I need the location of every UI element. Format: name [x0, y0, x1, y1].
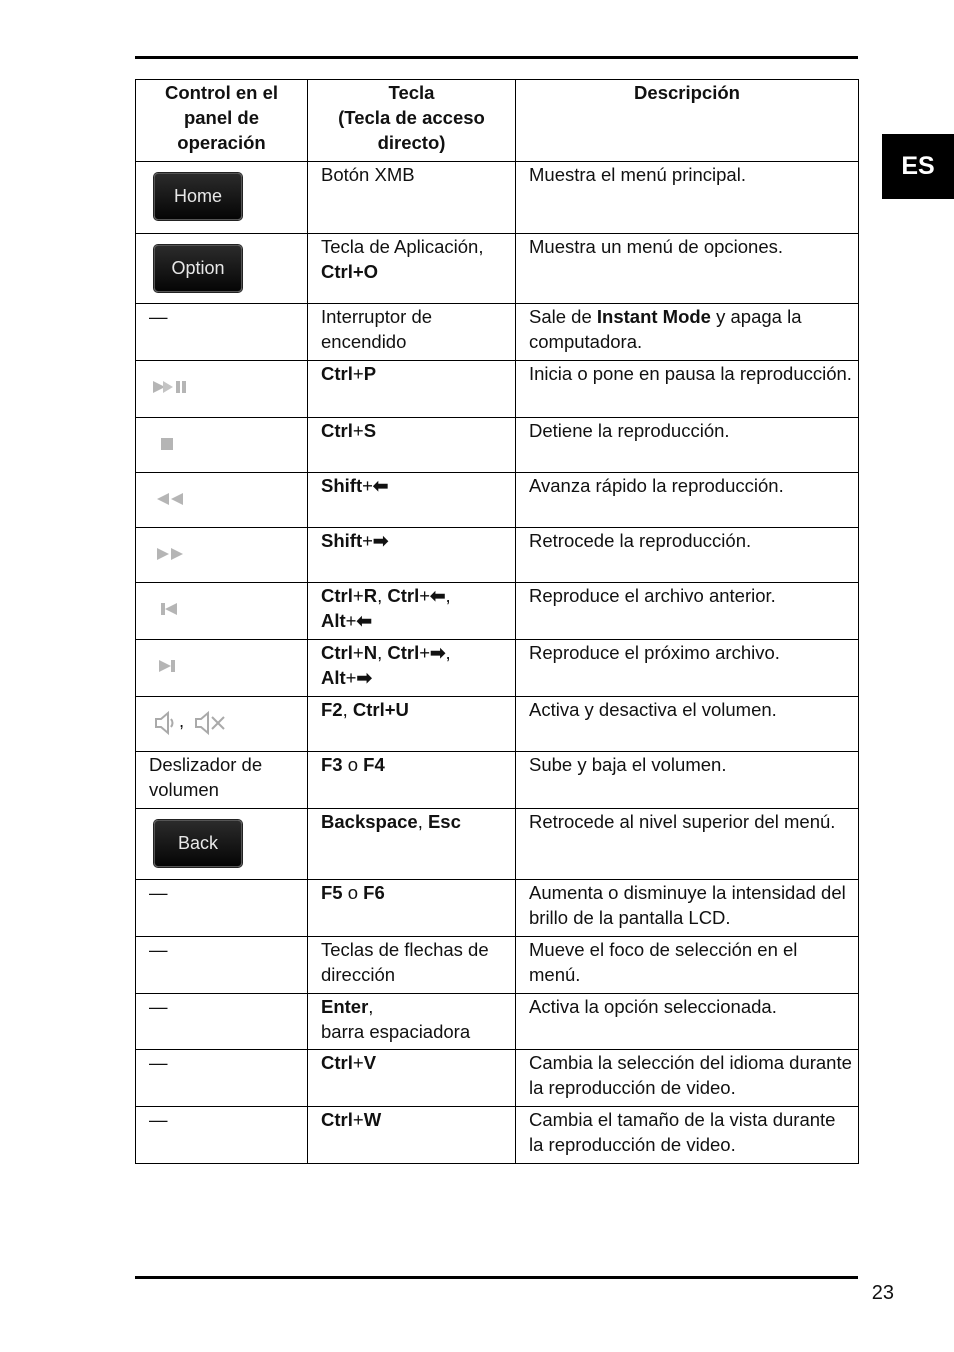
table-header-row — [136, 80, 859, 162]
description-cell: Muestra el menú principal. — [516, 162, 859, 234]
left-arrow-icon: ⬅ — [356, 610, 372, 631]
key-cell: Shift+➡ — [308, 528, 516, 583]
key-cell: F2, Ctrl+U — [308, 697, 516, 752]
key-cell: Tecla de Aplicación, Ctrl+O — [308, 234, 516, 304]
table-row — [136, 583, 859, 640]
dash-cell: — — [136, 1050, 308, 1107]
right-arrow-icon: ➡ — [430, 642, 446, 663]
table-row — [136, 994, 859, 1050]
key-cell: Ctrl+R, Ctrl+⬅, Alt+⬅ — [308, 583, 516, 640]
description-cell: Inicia o pone en pausa la reproducción. — [516, 361, 859, 418]
dash-cell: — — [136, 937, 308, 994]
description-cell: Mueve el foco de selección en el menú. — [516, 937, 859, 994]
description-cell: Detiene la reproducción. — [516, 418, 859, 473]
key-cell: Enter, barra espaciadora — [308, 994, 516, 1050]
bottom-rule — [135, 1276, 858, 1279]
description-cell: Activa la opción seleccionada. — [516, 994, 859, 1050]
description-cell: Cambia la selección del idioma durante la reproducción de video. — [516, 1050, 859, 1107]
description-cell: Activa y desactiva el volumen. — [516, 697, 859, 752]
table-row — [136, 162, 859, 234]
description-cell: Muestra un menú de opciones. — [516, 234, 859, 304]
header-control: Control en el panel de operación — [136, 80, 308, 162]
right-arrow-icon: ➡ — [372, 530, 389, 551]
dash-cell: — — [136, 304, 308, 361]
description-cell: Sale de Instant Mode y apaga la computadora. — [516, 304, 859, 361]
language-tab: ES — [882, 134, 954, 199]
dash-cell: — — [136, 880, 308, 937]
previous-track-icon — [153, 596, 183, 621]
table-row — [136, 304, 859, 361]
table-row — [136, 752, 859, 809]
rewind-icon — [153, 486, 187, 511]
description-cell: Reproduce el archivo anterior. — [516, 583, 859, 640]
description-cell: Reproduce el próximo archivo. — [516, 640, 859, 697]
stop-icon — [153, 431, 179, 456]
description-cell: Cambia el tamaño de la vista durante la reproducción de video. — [516, 1107, 859, 1164]
back-button-image: Back — [154, 820, 242, 867]
option-button-image: Option — [154, 245, 242, 292]
table-row — [136, 418, 859, 473]
mute-icon — [193, 710, 227, 736]
description-cell: Avanza rápido la reproducción. — [516, 473, 859, 528]
table-row: , F2, Ctrl+U Activa y desactiva el volumen. — [136, 697, 859, 752]
table-row — [136, 937, 859, 994]
key-cell: Ctrl+N, Ctrl+➡, Alt+➡ — [308, 640, 516, 697]
key-cell: Ctrl+W — [308, 1107, 516, 1164]
dash-cell: — — [136, 994, 308, 1050]
right-arrow-icon: ➡ — [356, 667, 372, 688]
speaker-icon — [153, 710, 179, 736]
dash-cell: — — [136, 1107, 308, 1164]
table-row — [136, 234, 859, 304]
key-cell: Ctrl+V — [308, 1050, 516, 1107]
key-cell: F5 o F6 — [308, 880, 516, 937]
table-row — [136, 361, 859, 418]
shortcut-table — [135, 79, 859, 1164]
header-description: Descripción — [516, 80, 859, 162]
description-cell: Sube y baja el volumen. — [516, 752, 859, 809]
next-track-icon — [153, 653, 183, 678]
table-row — [136, 640, 859, 697]
key-cell: F3 o F4 — [308, 752, 516, 809]
key-cell: Teclas de flechas de dirección — [308, 937, 516, 994]
key-cell: Backspace, Esc — [308, 809, 516, 880]
key-cell: Interruptor de encendido — [308, 304, 516, 361]
page-number: 23 — [871, 1282, 894, 1304]
table-row — [136, 528, 859, 583]
home-button-image: Home — [154, 173, 242, 220]
table-row — [136, 1050, 859, 1107]
top-rule — [135, 56, 858, 59]
left-arrow-icon: ⬅ — [372, 475, 389, 496]
fast-forward-icon — [153, 541, 187, 566]
left-arrow-icon: ⬅ — [430, 585, 446, 606]
key-cell: Shift+⬅ — [308, 473, 516, 528]
key-cell: Ctrl+P — [308, 361, 516, 418]
play-pause-icon — [153, 374, 189, 399]
description-cell: Retrocede la reproducción. — [516, 528, 859, 583]
key-cell: Ctrl+S — [308, 418, 516, 473]
control-cell: Deslizador de volumen — [136, 752, 308, 809]
key-cell: Botón XMB — [308, 162, 516, 234]
table-row — [136, 1107, 859, 1164]
table-row — [136, 809, 859, 880]
table-row — [136, 473, 859, 528]
description-cell: Aumenta o disminuye la intensidad del brillo de la pantalla LCD. — [516, 880, 859, 937]
table-row — [136, 880, 859, 937]
header-key: Tecla (Tecla de acceso directo) — [308, 80, 516, 162]
description-cell: Retrocede al nivel superior del menú. — [516, 809, 859, 880]
